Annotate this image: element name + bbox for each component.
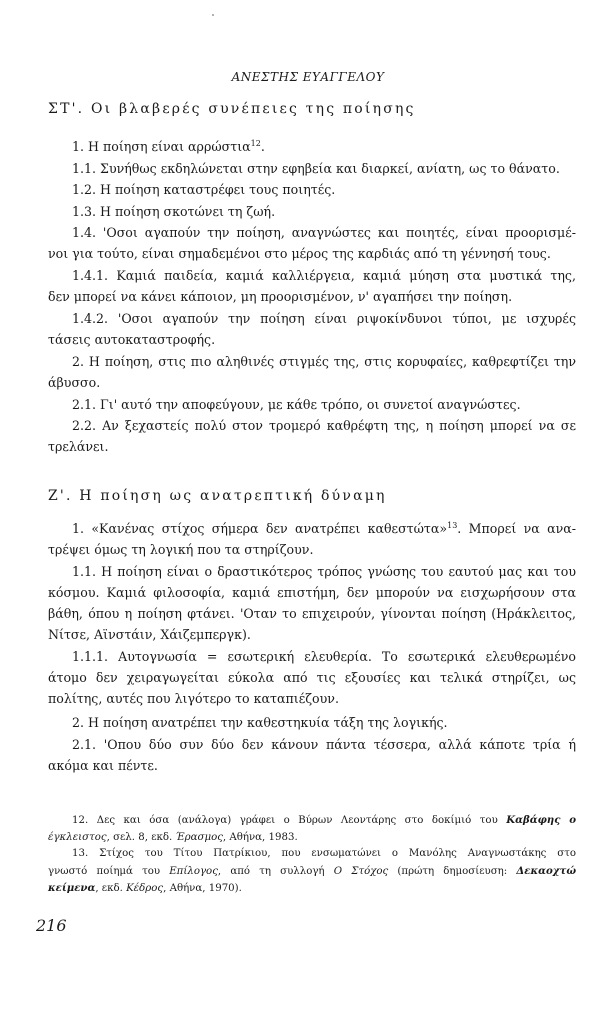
para-z-2-1: 2.1. 'Οπου δύο συν δύο δεν κάνουν πάντα τέσσερα, αλλά κάποτε τρία ή ακόμα και πέντε. bbox=[48, 737, 576, 773]
running-head: ΑΝΕΣΤΗΣ ΕΥΑΓΓΕΛΟΥ bbox=[231, 70, 385, 84]
para-1-1: 1.1. Συνήθως εκδηλώνεται στην εφηβεία και διαρκεί, ανίατη, ως το θάνατο. bbox=[72, 161, 560, 176]
para-z-2: 2. Η ποίηση ανατρέπει την καθεστηκυία τάξη της λογικής. bbox=[72, 715, 448, 730]
para-1-3: 1.3. Η ποίηση σκοτώνει τη ζωή. bbox=[72, 204, 276, 219]
para-z-1: 1. «Κανένας στίχος σήμερα δεν ανατρέπει καθεστώτα»$^{13}$. Μπορεί να ανα- τρέψει όμως τη λογική που τα στηρίζουν. bbox=[48, 521, 576, 557]
para-z-1-1-1: 1.1.1. Αυτογνωσία = εσωτερική ελευθερία. Το εσωτερικά ελευθερωμένο άτομο δεν χειραγωγείται εύκολα από τις εξουσίες και τελικά στηρίζει, ως πολίτης, αυτές που λιγότερο το καταπιέζουν. bbox=[48, 649, 576, 706]
para-1-4: 1.4. 'Οσοι αγαπούν την ποίηση, αναγνώστες και ποιητές, είναι προορισμέ- νοι για τούτο, είναι σημαδεμένοι στο μέρος της καρδιάς από τη γέννησή τους. bbox=[48, 225, 576, 261]
page-number: 216 bbox=[36, 916, 67, 935]
scan-speck bbox=[212, 14, 214, 16]
para-1-2: 1.2. Η ποίηση καταστρέφει τους ποιητές. bbox=[72, 182, 336, 197]
para-2-2: 2.2. Αν ξεχαστείς πολύ στον τρομερό καθρέφτη της, η ποίηση μπορεί να σε τρελάνει. bbox=[48, 418, 576, 454]
footnote-12: 12. Δες και όσα (ανάλογα) γράφει ο Βύρων Λεοντάρης στο δοκίμιό του Καβάφης ο έγκλειστος, σελ. 8, εκδ. Έρασμος, Αθήνα, 1983. bbox=[48, 814, 576, 843]
section-heading-z: Ζ'. Η ποίηση ως ανατρεπτική δύναμη bbox=[48, 488, 387, 504]
para-1-4-2: 1.4.2. 'Οσοι αγαπούν την ποίηση είναι ριψοκίνδυνοι τύποι, με ισχυρές τάσεις αυτοκαταστροφής. bbox=[48, 311, 576, 347]
para-2: 2. Η ποίηση, στις πιο αληθινές στιγμές της, στις κορυφαίες, καθρεφτίζει την άβυσσο. bbox=[48, 354, 576, 390]
section-heading-st: ΣΤ'. Οι βλαβερές συνέπειες της ποίησης bbox=[48, 101, 416, 117]
footnote-13: 13. Στίχος του Τίτου Πατρίκιου, που ενσωματώνει ο Μανόλης Αναγνωστάκης στο γνωστό ποίημά του Επίλογος, από τη συλλογή Ο Στόχος (πρώτη δημοσίευση: Δεκαοχτώ κείμενα, εκδ. Κέδρος, Αθήνα, 1970). bbox=[48, 848, 577, 894]
para-z-1-1: 1.1. Η ποίηση είναι ο δραστικότερος τρόπος γνώσης του εαυτού μας και του κόσμου. Καμιά φιλοσοφία, καμιά επιστήμη, δεν μπορούν να εισχωρήσουν στα βάθη, όπου η ποίηση φτάνει. 'Οταν το επιχειρούν, γίνονται ποίηση (Ηράκλειτος, Νίτσε, Αϊνστάιν, Χάιζεμπεργκ). bbox=[48, 564, 576, 642]
para-1-4-1: 1.4.1. Καμιά παιδεία, καμιά καλλιέργεια, καμιά μύηση στα μυστικά της, δεν μπορεί να κάνει κάποιον, μη προορισμένον, ν' αγαπήσει την ποίηση. bbox=[48, 268, 576, 304]
para-2-1: 2.1. Γι' αυτό την αποφεύγουν, με κάθε τρόπο, οι συνετοί αναγνώστες. bbox=[72, 397, 521, 412]
para-1: 1. Η ποίηση είναι αρρώστια$^{12}$. bbox=[72, 139, 265, 154]
